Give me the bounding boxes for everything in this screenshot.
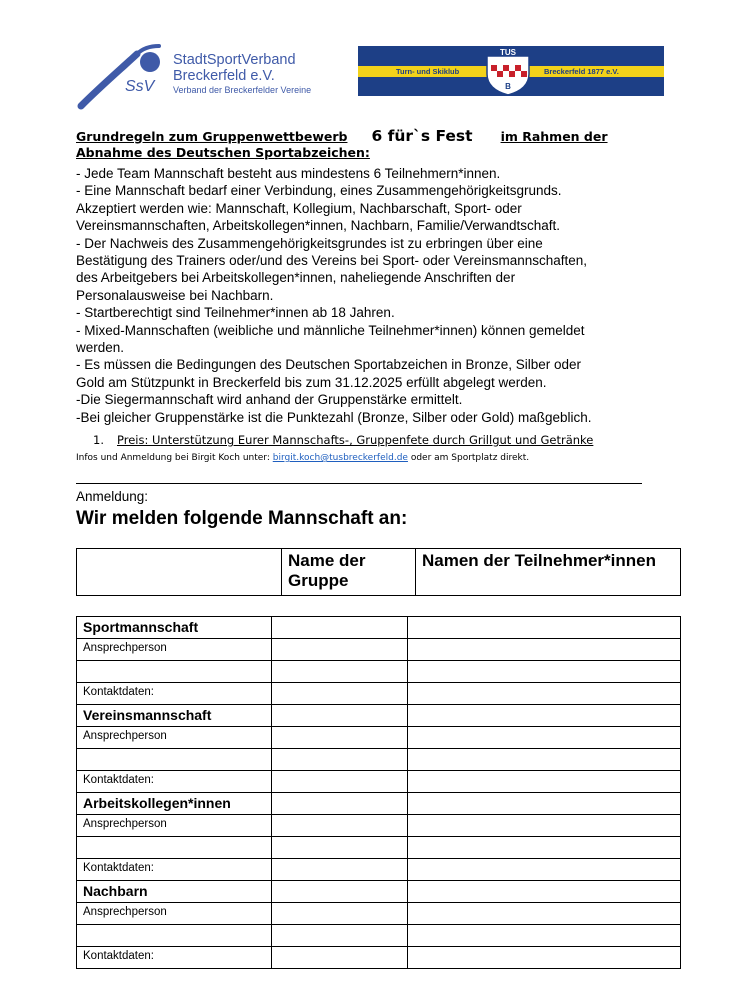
table-row <box>77 639 681 661</box>
contact-data-label: Kontaktdaten: <box>77 683 272 705</box>
group-name-field[interactable] <box>272 749 408 771</box>
tus-logo <box>358 46 664 96</box>
group-name-field[interactable] <box>272 793 408 815</box>
heading-part1: Grundregeln zum Gruppenwettbewerb <box>76 129 348 144</box>
tus-left-text: Turn- und Skiklub <box>396 67 460 76</box>
table-row <box>77 793 681 815</box>
category-title: Sportmannschaft <box>77 617 272 639</box>
registration-label: Anmeldung: <box>76 489 149 504</box>
heading-fest: 6 für`s Fest <box>371 127 473 145</box>
rule-line: - Startberechtigt sind Teilnehmer*innen ab 18 Jahren. <box>76 305 395 321</box>
participants-field[interactable] <box>408 771 681 793</box>
table-row <box>77 617 681 639</box>
header-row <box>77 549 681 596</box>
ssv-tagline: Verband der Breckerfelder Vereine <box>173 85 312 95</box>
rule-line: Vereinsmannschaften, Arbeitskollegen*innen, Nachbarn, Familie/Verwandtschaft. <box>76 218 561 234</box>
header-cell-group-name: Name der Gruppe <box>282 549 416 596</box>
group-name-field[interactable] <box>272 617 408 639</box>
ssv-logo <box>77 40 337 110</box>
participants-field[interactable] <box>408 705 681 727</box>
rule-line: Akzeptiert werden wie: Mannschaft, Kollegium, Nachbarschaft, Sport- oder <box>76 200 522 216</box>
ssv-swoosh-icon <box>77 40 177 110</box>
participants-field[interactable] <box>408 815 681 837</box>
contact-data-label: Kontaktdaten: <box>77 859 272 881</box>
contact-person-field[interactable] <box>77 837 272 859</box>
rule-line: Gold am Stützpunkt in Breckerfeld bis zum 31.12.2025 erfüllt abgelegt werden. <box>76 374 547 390</box>
rule-line: Bestätigung des Trainers oder/und des Vereins bei Sport- oder Vereinsmannschaften, <box>76 253 588 269</box>
table-row <box>77 749 681 771</box>
header-cell-blank <box>77 549 282 596</box>
participants-field[interactable] <box>408 749 681 771</box>
category-title: Arbeitskollegen*innen <box>77 793 272 815</box>
table-row <box>77 815 681 837</box>
header-cell-participants: Namen der Teilnehmer*innen <box>416 549 681 596</box>
rule-line: - Es müssen die Bedingungen des Deutschen Sportabzeichen in Bronze, Silber oder <box>76 357 582 373</box>
group-name-field[interactable] <box>272 705 408 727</box>
participants-field[interactable] <box>408 925 681 947</box>
group-name-field[interactable] <box>272 903 408 925</box>
category-title: Nachbarn <box>77 881 272 903</box>
group-name-field[interactable] <box>272 925 408 947</box>
contact-person-field[interactable] <box>77 749 272 771</box>
heading-part2: im Rahmen der <box>500 129 608 144</box>
rule-line: Personalausweise bei Nachbarn. <box>76 287 274 303</box>
table-row <box>77 947 681 969</box>
table-row <box>77 859 681 881</box>
rule-line: - Eine Mannschaft bedarf einer Verbindung, eines Zusammengehörigkeitsgrunds. <box>76 183 562 199</box>
prize-item <box>93 432 593 448</box>
tus-badge-bottom: B <box>505 82 511 91</box>
header-table <box>76 548 681 596</box>
participants-field[interactable] <box>408 859 681 881</box>
table-row <box>77 705 681 727</box>
participants-field[interactable] <box>408 947 681 969</box>
registration-title: Wir melden folgende Mannschaft an: <box>76 508 408 529</box>
group-name-field[interactable] <box>272 947 408 969</box>
tus-badge-top: TUS <box>500 48 516 57</box>
table-row <box>77 903 681 925</box>
group-name-field[interactable] <box>272 771 408 793</box>
group-name-field[interactable] <box>272 837 408 859</box>
group-name-field[interactable] <box>272 727 408 749</box>
participants-field[interactable] <box>408 617 681 639</box>
divider-line <box>76 483 642 484</box>
contact-person-label: Ansprechperson <box>77 639 272 661</box>
participants-field[interactable] <box>408 881 681 903</box>
group-name-field[interactable] <box>272 683 408 705</box>
rule-line: des Arbeitgebers bei Arbeitskollegen*innen, naheliegende Anschriften der <box>76 270 516 286</box>
rule-line: -Die Siegermannschaft wird anhand der Gruppenstärke ermittelt. <box>76 392 463 408</box>
table-row <box>77 925 681 947</box>
contact-person-field[interactable] <box>77 925 272 947</box>
prize-text: Preis: Unterstützung Eurer Mannschafts-, Gruppenfete durch Grillgut und Getränke <box>117 433 594 447</box>
table-row <box>77 727 681 749</box>
participants-field[interactable] <box>408 837 681 859</box>
email-link[interactable]: birgit.koch@tusbreckerfeld.de <box>272 453 408 463</box>
participants-field[interactable] <box>408 793 681 815</box>
tus-shield-icon <box>483 48 533 96</box>
info-after: oder am Sportplatz direkt. <box>407 453 530 463</box>
group-name-field[interactable] <box>272 661 408 683</box>
table-row <box>77 661 681 683</box>
table-row <box>77 837 681 859</box>
category-title: Vereinsmannschaft <box>77 705 272 727</box>
heading-line2: Abnahme des Deutschen Sportabzeichen: <box>76 145 370 160</box>
group-name-field[interactable] <box>272 815 408 837</box>
rule-line: werden. <box>76 340 125 356</box>
prize-number: 1. <box>93 433 104 447</box>
rules-list <box>76 165 676 426</box>
ssv-subname: Breckerfeld e.V. <box>173 68 275 84</box>
ssv-name: StadtSportVerband <box>173 52 296 68</box>
contact-person-label: Ansprechperson <box>77 903 272 925</box>
rule-line: - Mixed-Mannschaften (weibliche und männliche Teilnehmer*innen) können gemeldet <box>76 322 585 338</box>
rule-line: -Bei gleicher Gruppenstärke ist die Punktezahl (Bronze, Silber oder Gold) maßgeblich. <box>76 409 592 425</box>
table-row <box>77 771 681 793</box>
rule-line: - Jede Team Mannschaft besteht aus mindestens 6 Teilnehmern*innen. <box>76 166 501 181</box>
participants-field[interactable] <box>408 639 681 661</box>
rule-line: - Der Nachweis des Zusammengehörigkeitsgrundes ist zu erbringen über eine <box>76 235 543 251</box>
participants-field[interactable] <box>408 683 681 705</box>
participants-field[interactable] <box>408 727 681 749</box>
table-row <box>77 683 681 705</box>
table-row <box>77 881 681 903</box>
group-name-field[interactable] <box>272 639 408 661</box>
participants-field[interactable] <box>408 903 681 925</box>
contact-data-label: Kontaktdaten: <box>77 947 272 969</box>
contact-person-label: Ansprechperson <box>77 815 272 837</box>
contact-person-field[interactable] <box>77 661 272 683</box>
group-name-field[interactable] <box>272 881 408 903</box>
ssv-monogram: SsV <box>125 78 155 95</box>
tus-right-text: Breckerfeld 1877 e.V. <box>544 67 619 76</box>
info-line <box>76 452 529 464</box>
contact-data-label: Kontaktdaten: <box>77 771 272 793</box>
group-name-field[interactable] <box>272 859 408 881</box>
rules-heading <box>76 128 676 161</box>
contact-person-label: Ansprechperson <box>77 727 272 749</box>
registration-table <box>76 616 681 969</box>
info-before: Infos und Anmeldung bei Birgit Koch unter: <box>76 453 273 463</box>
participants-field[interactable] <box>408 661 681 683</box>
